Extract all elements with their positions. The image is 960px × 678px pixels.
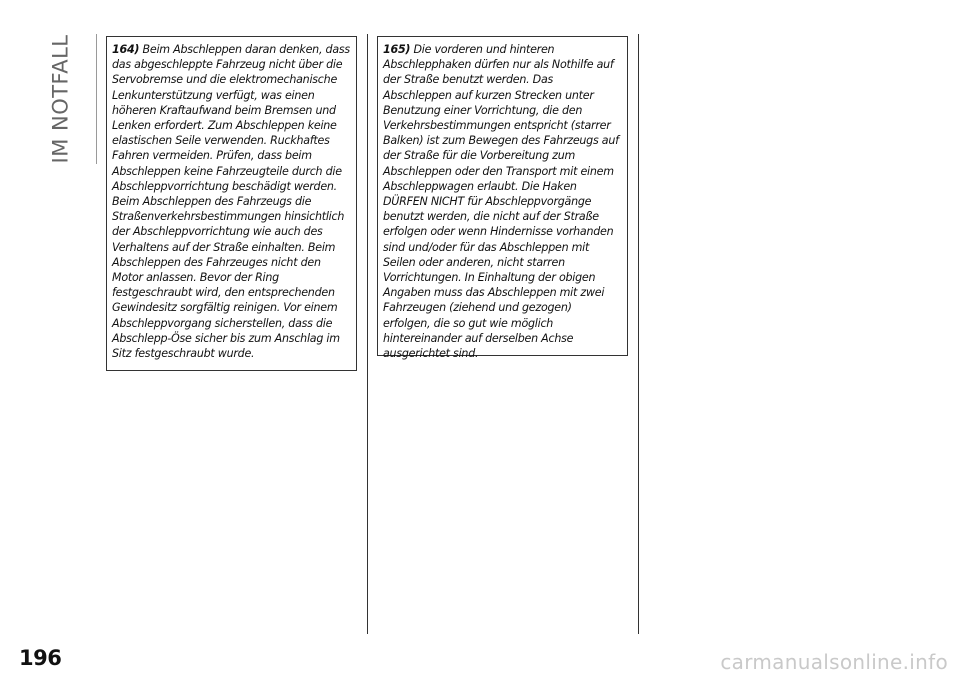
note-text: Beim Abschleppen daran denken, dass das abgeschleppte Fahrzeug nicht über die Servobremse und die elektromechanische Lenkunterstützung verfügt, was einen höheren Kraftaufwand beim Bremsen und Lenken erfordert. Zum Abschleppen keine elastischen Seile verwenden. Ruckhaftes Fahren vermeiden. Prüfen, dass beim Abschleppen keine Fahrzeugteile durch die Abschleppvorrichtung beschädigt werden. Beim Abschleppen des Fahrzeugs die Straßenverkehrsbestimmungen hinsichtlich der Abschleppvorrichtung wie auch des Verhaltens auf der Straße einhalten. Beim Abschleppen des Fahrzeuges nicht den Motor anlassen. Bevor der Ring festgeschraubt wird, den entsprechenden Gewindesitz sorgfältig reinigen. Vor einem Abschleppvorgang sicherstellen, dass die Abschlepp-Öse sicher bis zum Anschlag im Sitz festgeschraubt wurde. xyxy=(112,43,350,361)
note-text: Die vorderen und hinteren Abschlepphaken dürfen nur als Nothilfe auf der Straße benutzt werden. Das Abschleppen auf kurzen Strecken unter Benutzung einer Vorrichtung, die den Verkehrsbestimmungen entspricht (starrer Balken) ist zum Bewegen des Fahrzeugs auf der Straße für die Vorbereitung zum Abschleppen oder den Transport mit einem Abschleppwagen erlaubt. Die Haken DÜRFEN NICHT für Abschleppvorgänge benutzt werden, die nicht auf der Straße erfolgen oder wenn Hindernisse vorhanden sind und/oder für das Abschleppen mit Seilen oder anderen, nicht starren Vorrichtungen. In Einhaltung der obigen Angaben muss das Abschleppen mit zwei Fahrzeugen (ziehend und gezogen) erfolgen, die so gut wie möglich hintereinander auf derselben Achse ausgerichtet sind. xyxy=(383,43,619,361)
warning-note-164 xyxy=(106,36,357,371)
section-title xyxy=(40,34,80,164)
note-number: 164) xyxy=(112,43,140,56)
watermark: carmanualsonline.info xyxy=(720,650,948,674)
warning-note-165 xyxy=(377,36,628,361)
column-divider-right xyxy=(638,34,639,634)
section-title-divider xyxy=(96,34,97,164)
page-number: 196 xyxy=(19,646,62,670)
note-number: 165) xyxy=(383,43,411,56)
column-divider-left xyxy=(367,34,368,634)
section-title-text: IM NOTFALL xyxy=(48,34,73,164)
